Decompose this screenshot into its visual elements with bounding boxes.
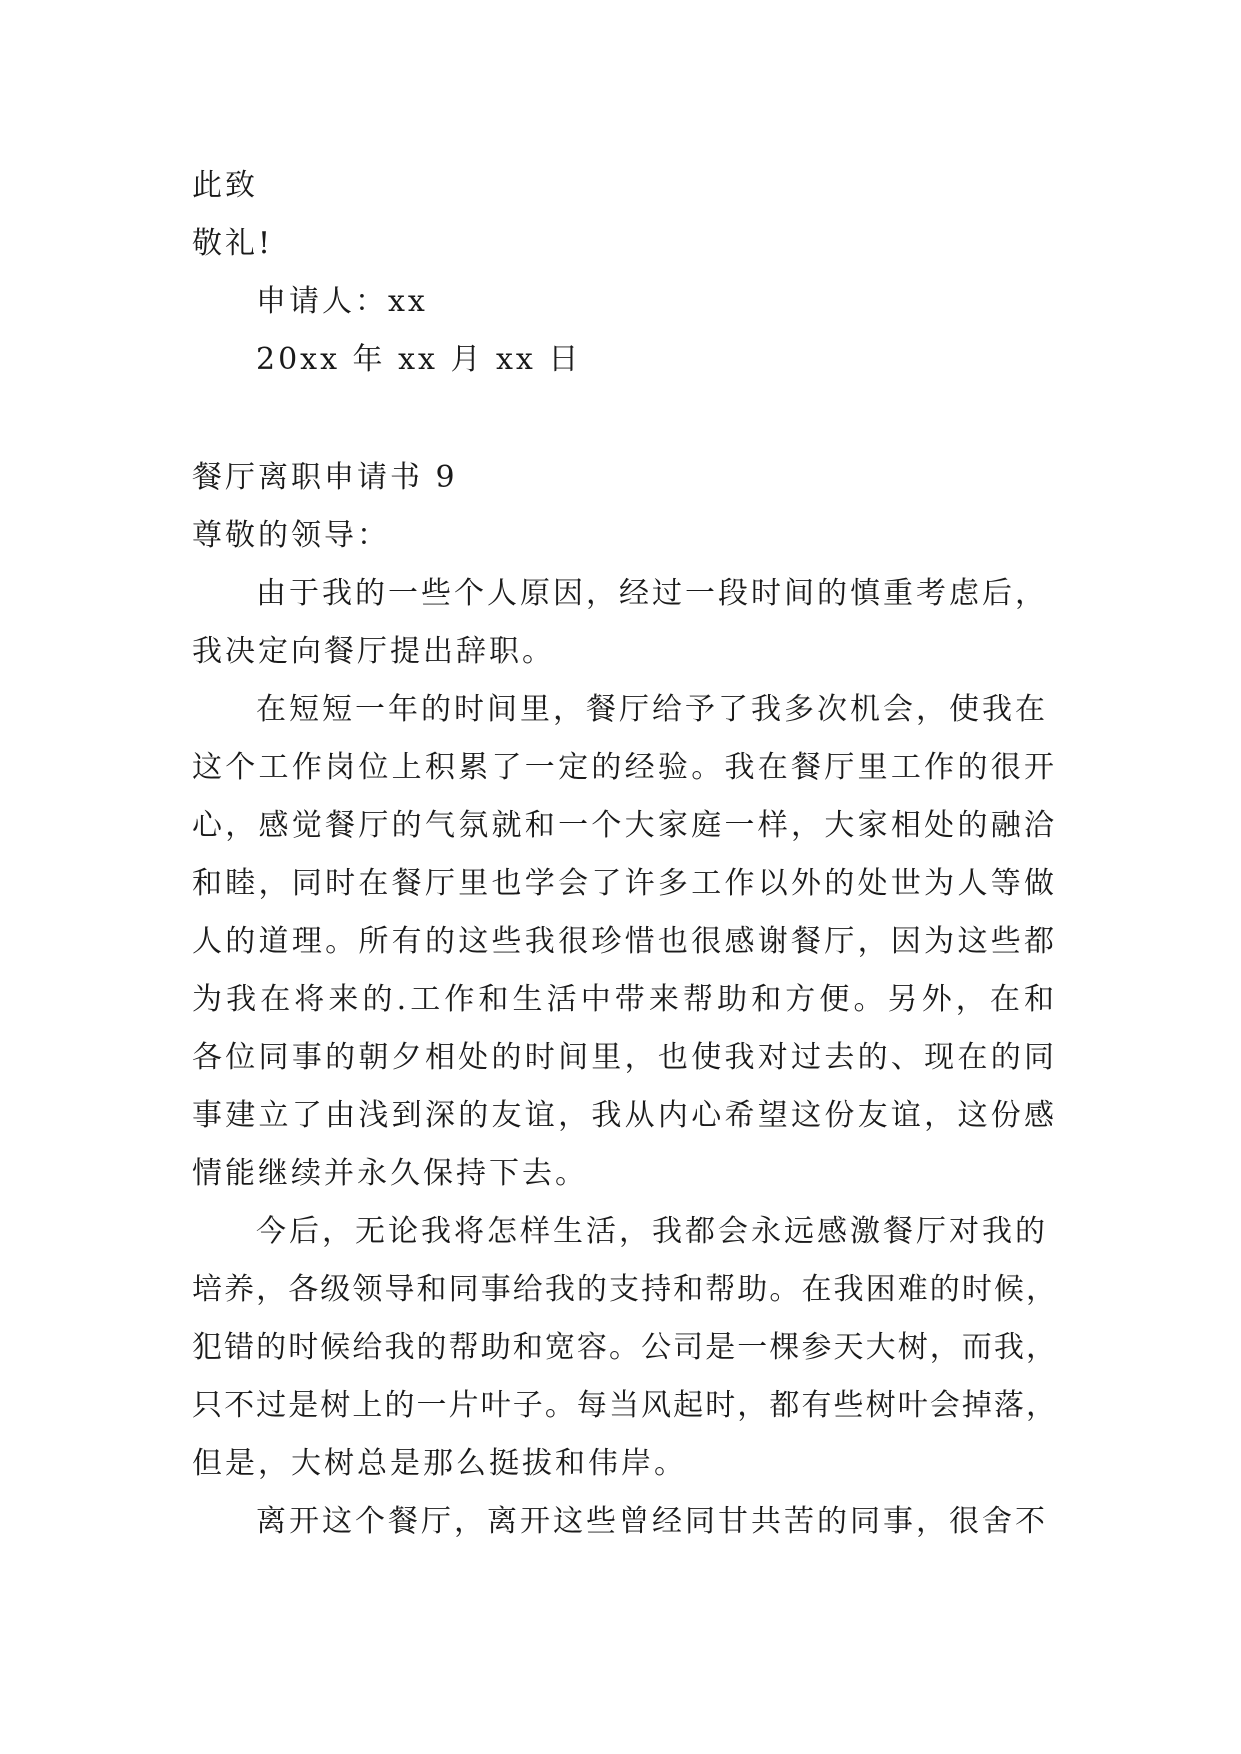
body-line: 我决定向餐厅提出辞职。 xyxy=(192,634,555,669)
body-line: 情能继续并永久保持下去。 xyxy=(192,1156,588,1191)
body-line: 事建立了由浅到深的友谊，我从内心希望这份友谊，这份感 xyxy=(192,1098,1057,1133)
body-line: 培养，各级领导和同事给我的支持和帮助。在我困难的时候， xyxy=(192,1272,1057,1307)
body-line: 今后，无论我将怎样生活，我都会永远感激餐厅对我的 xyxy=(256,1214,1048,1249)
closing-line-2: 敬礼! xyxy=(192,226,274,261)
body-line: 离开这个餐厅，离开这些曾经同甘共苦的同事，很舍不 xyxy=(256,1504,1048,1539)
body-line: 人的道理。所有的这些我很珍惜也很感谢餐厅，因为这些都 xyxy=(192,924,1057,959)
body-line: 为我在将来的.工作和生活中带来帮助和方便。另外，在和 xyxy=(192,982,1057,1017)
body-line: 和睦，同时在餐厅里也学会了许多工作以外的处世为人等做 xyxy=(192,866,1057,901)
body-line: 心，感觉餐厅的气氛就和一个大家庭一样，大家相处的融洽 xyxy=(192,808,1057,843)
applicant-line: 申请人：xx xyxy=(256,284,428,319)
body-line: 各位同事的朝夕相处的时间里，也使我对过去的、现在的同 xyxy=(192,1040,1057,1075)
letter-title: 餐厅离职申请书 9 xyxy=(192,460,458,495)
closing-line-1: 此致 xyxy=(192,168,258,203)
date-line: 20xx 年 xx 月 xx 日 xyxy=(256,342,582,377)
body-line: 犯错的时候给我的帮助和宽容。公司是一棵参天大树，而我， xyxy=(192,1330,1057,1365)
salutation: 尊敬的领导： xyxy=(192,518,390,553)
body-line: 在短短一年的时间里，餐厅给予了我多次机会，使我在 xyxy=(256,692,1048,727)
body-line: 但是，大树总是那么挺拔和伟岸。 xyxy=(192,1446,687,1481)
body-line: 这个工作岗位上积累了一定的经验。我在餐厅里工作的很开 xyxy=(192,750,1057,785)
body-line: 只不过是树上的一片叶子。每当风起时，都有些树叶会掉落， xyxy=(192,1388,1057,1423)
body-line: 由于我的一些个人原因，经过一段时间的慎重考虑后， xyxy=(256,576,1048,611)
